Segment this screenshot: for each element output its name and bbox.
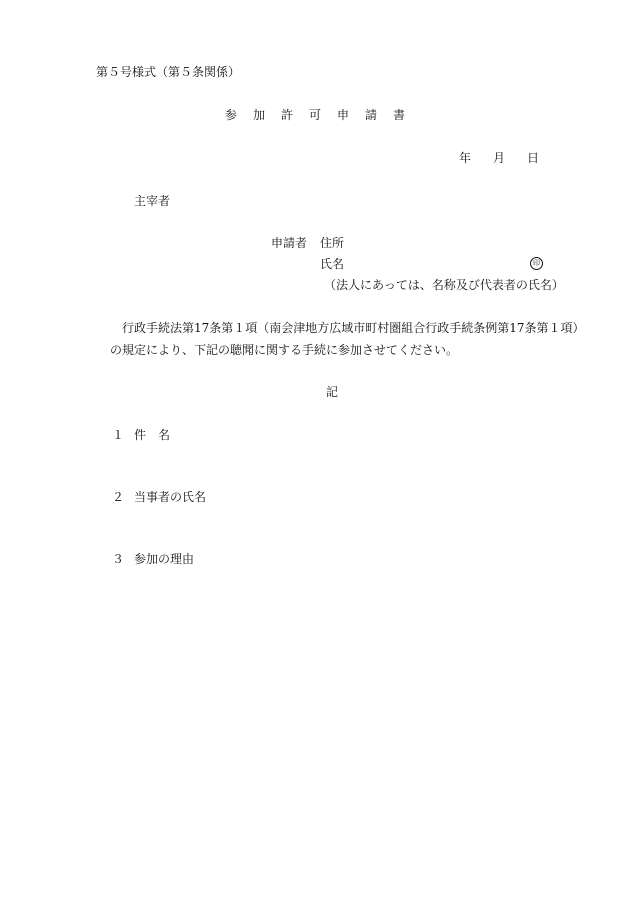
body-text-line-1: 行政手続法第17条第１項（南会津地方広域市町村圏組合行政手続条例第17条第１項）: [122, 321, 585, 335]
title-char: 加: [252, 108, 265, 122]
title-char: 許: [280, 108, 293, 122]
item-label-subject: [134, 427, 170, 443]
addressee: 主宰者: [134, 194, 171, 208]
title-char: 可: [308, 108, 321, 122]
date-month: 月: [493, 151, 506, 165]
item-label-char: 名: [158, 428, 171, 442]
corporation-note: （法人にあっては、名称及び代表者の氏名）: [324, 278, 564, 292]
item-number: ２: [112, 490, 125, 504]
title-char: 参: [224, 108, 237, 122]
body-text-line-2: の規定により、下記の聴聞に関する手続に参加させてください。: [110, 343, 459, 357]
address-label: 住所: [320, 236, 345, 250]
form-number: 第５号様式（第５条関係）: [96, 65, 241, 79]
item-label-reason: 参加の理由: [134, 552, 195, 566]
date-line: [459, 150, 539, 166]
document-title: [0, 107, 630, 123]
ki-heading: 記: [325, 385, 338, 399]
title-char: 請: [365, 108, 378, 122]
item-number: １: [112, 428, 125, 442]
name-label: 氏名: [320, 257, 345, 271]
date-year: 年: [459, 151, 472, 165]
title-char: 申: [337, 108, 350, 122]
item-number: ３: [112, 552, 125, 566]
title-char: 書: [393, 108, 406, 122]
applicant-label: 申請者: [271, 236, 308, 250]
item-label-char: 件: [134, 428, 147, 442]
item-label-party-name: 当事者の氏名: [134, 490, 207, 504]
seal-icon: 印: [530, 257, 543, 270]
date-day: 日: [527, 151, 540, 165]
